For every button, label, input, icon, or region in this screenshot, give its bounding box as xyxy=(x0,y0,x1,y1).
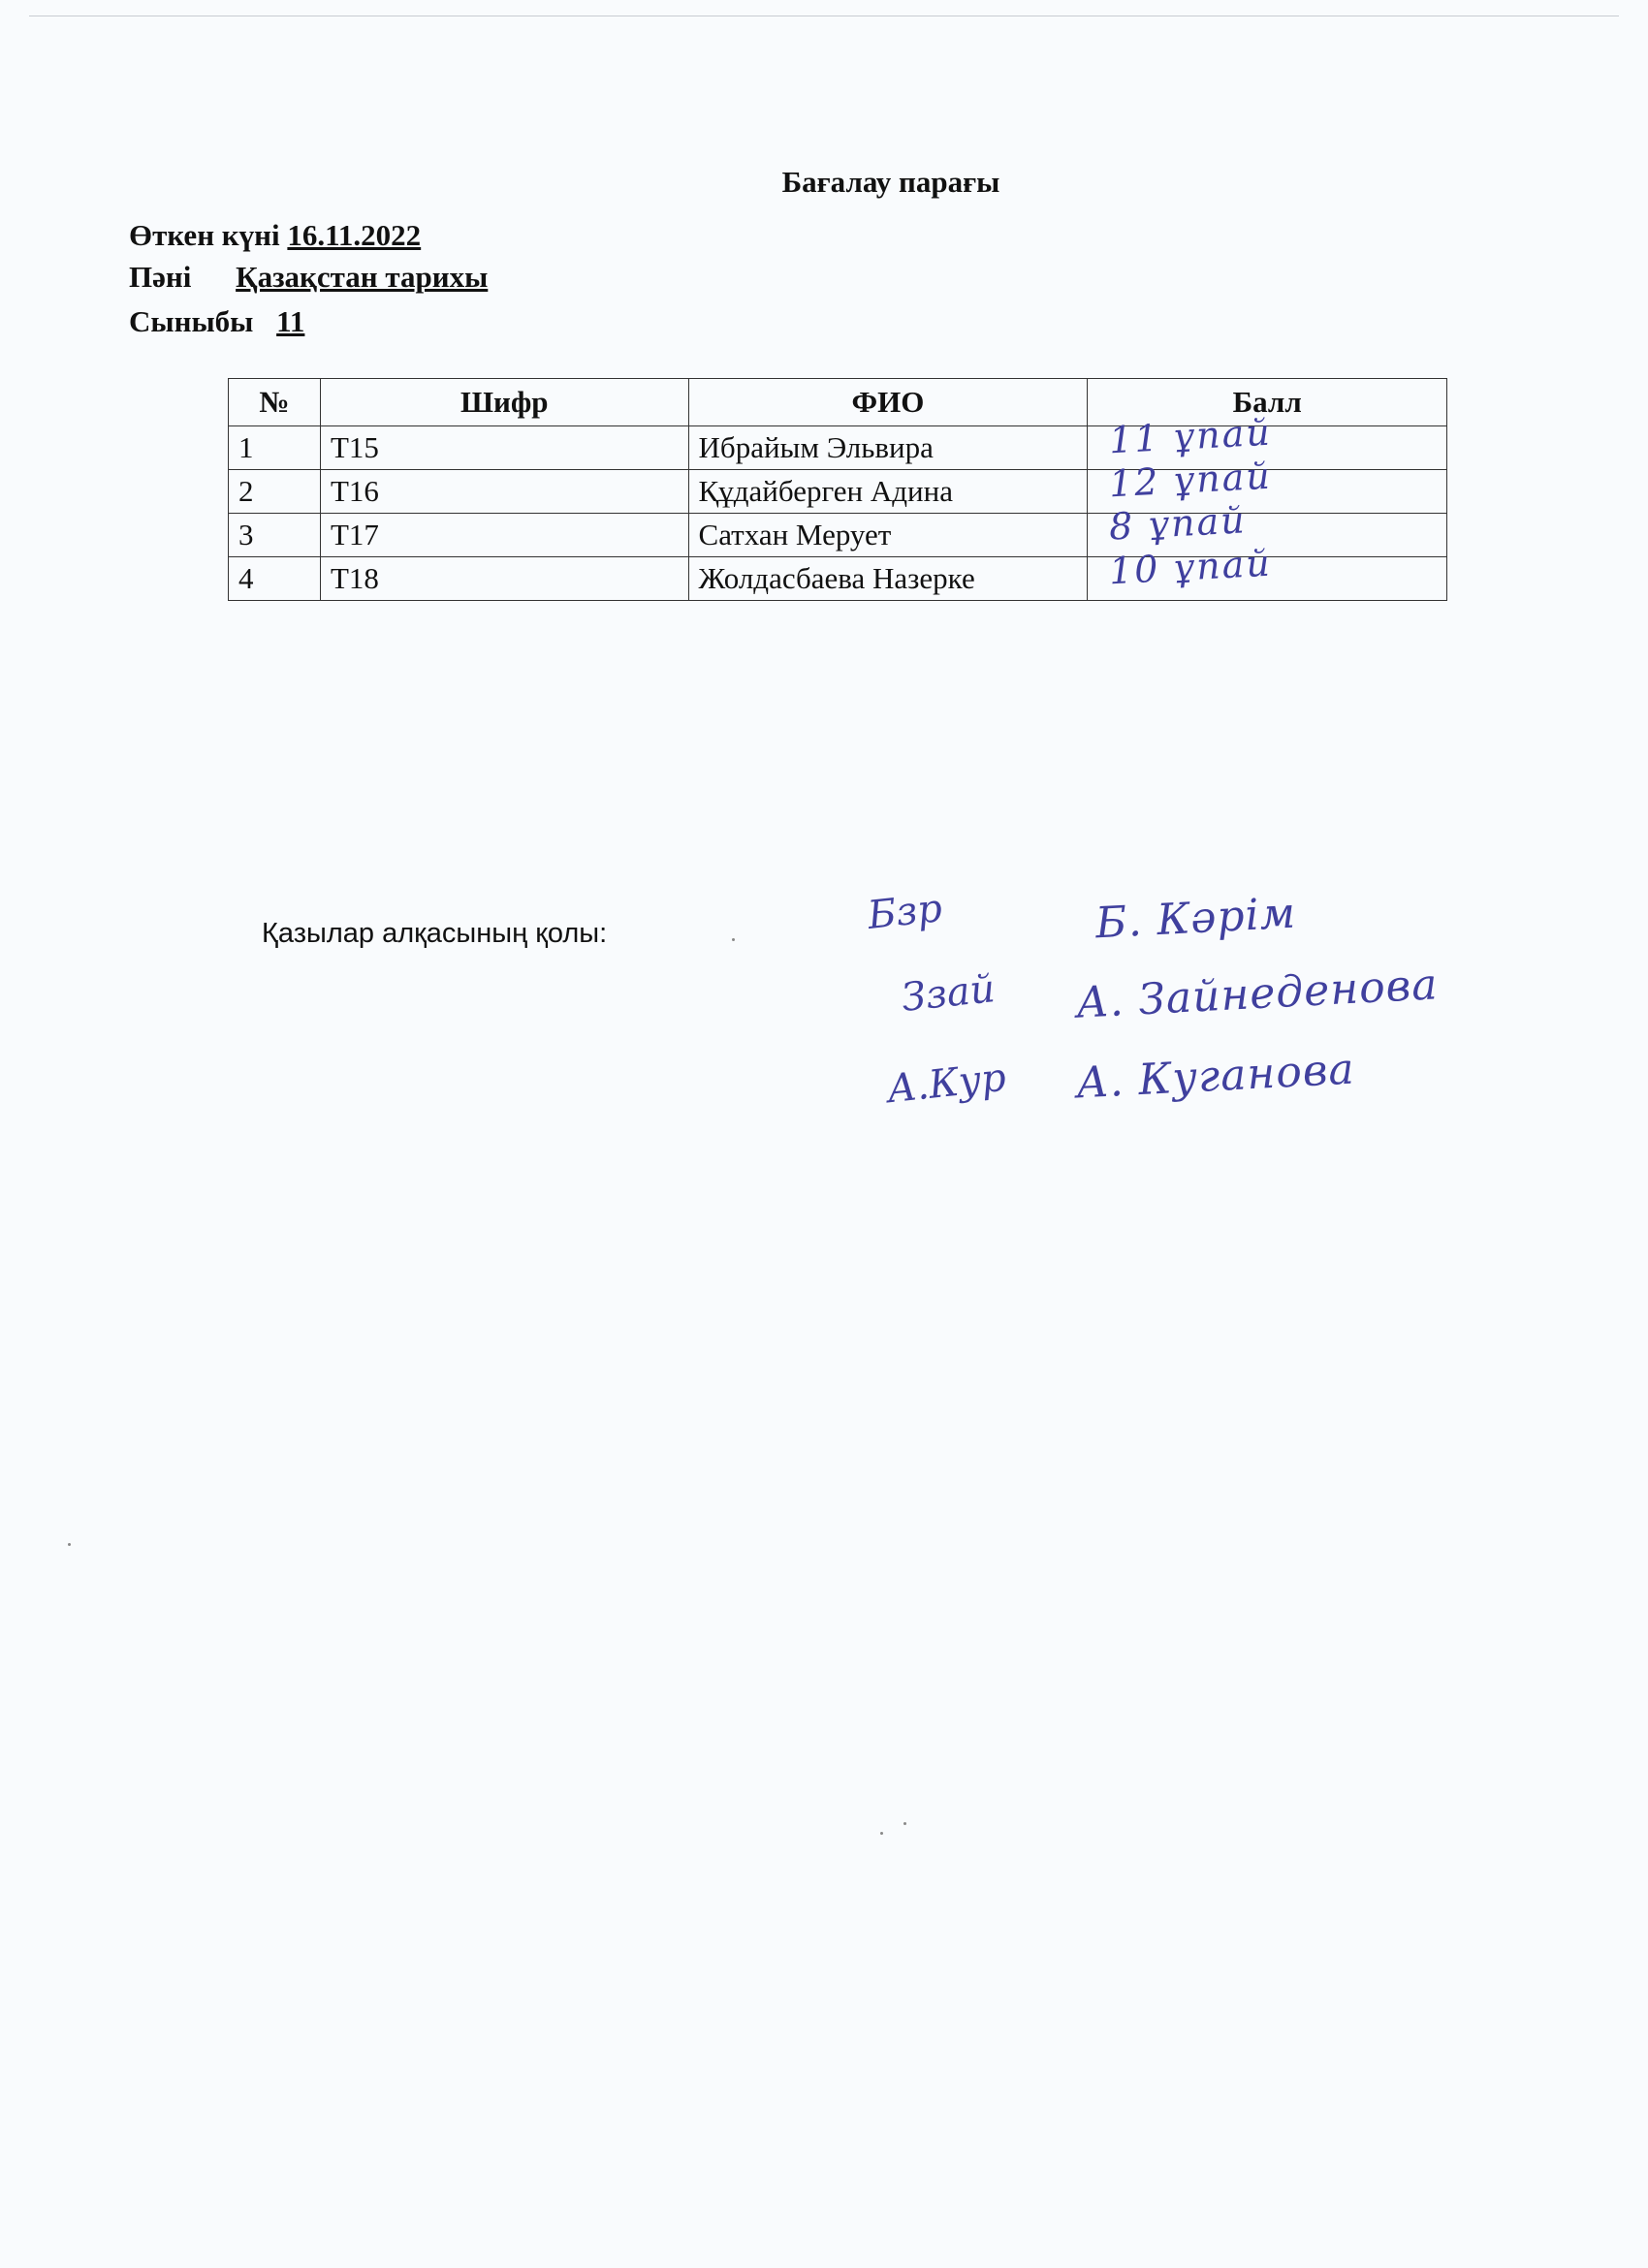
row-score-cell xyxy=(1088,541,1447,601)
signature-name: А. Куганова xyxy=(1074,1044,1356,1109)
row-name: Ибрайым Эльвира xyxy=(688,426,1088,470)
row-number: 4 xyxy=(229,557,321,601)
row-number: 1 xyxy=(229,426,321,470)
signature-mark: А.Кур xyxy=(884,1055,1008,1113)
class-line xyxy=(129,304,304,339)
row-name: Құдайберген Адина xyxy=(688,470,1088,514)
row-code: T18 xyxy=(320,557,688,601)
signature-name: А. Зайнеденова xyxy=(1074,960,1440,1028)
row-number: 3 xyxy=(229,514,321,557)
handwritten-score: 8 ұпай xyxy=(1108,498,1249,549)
jury-signatures-label: Қазылар алқасының қолы: xyxy=(262,918,608,949)
scan-speck xyxy=(903,1822,906,1825)
row-name: Жолдасбаева Назерке xyxy=(688,557,1088,601)
header-score: Балл xyxy=(1088,379,1447,426)
row-number: 2 xyxy=(229,470,321,514)
scan-speck xyxy=(68,1543,71,1546)
subject-value: Қазақстан тарихы xyxy=(236,260,489,294)
header-code: Шифр xyxy=(320,379,688,426)
row-code: T16 xyxy=(320,470,688,514)
scan-speck xyxy=(732,938,735,941)
table-row xyxy=(229,470,1447,514)
row-code: T15 xyxy=(320,426,688,470)
date-label: Өткен күні xyxy=(129,218,280,252)
class-label: Сыныбы xyxy=(129,304,254,338)
row-name: Сатхан Мерует xyxy=(688,514,1088,557)
handwritten-score: 12 ұпай xyxy=(1108,454,1274,506)
header-number: № xyxy=(229,379,321,426)
document-title: Бағалау парағы xyxy=(781,165,1000,199)
date-line xyxy=(129,218,421,253)
handwritten-score: 11 ұпай xyxy=(1108,410,1274,462)
signature-mark: Ззай xyxy=(899,966,998,1021)
row-code: T17 xyxy=(320,514,688,557)
class-value: 11 xyxy=(276,304,305,338)
handwritten-score: 10 ұпай xyxy=(1108,541,1274,593)
signature-name: Б. Кәрім xyxy=(1093,888,1298,949)
date-value: 16.11.2022 xyxy=(287,218,422,252)
signature-mark: Бзр xyxy=(865,886,945,938)
grades-table xyxy=(228,378,1447,601)
table-row xyxy=(229,557,1447,601)
subject-label: Пәні xyxy=(129,260,192,294)
scan-speck xyxy=(880,1832,883,1835)
header-name: ФИО xyxy=(688,379,1088,426)
subject-line xyxy=(129,260,488,295)
